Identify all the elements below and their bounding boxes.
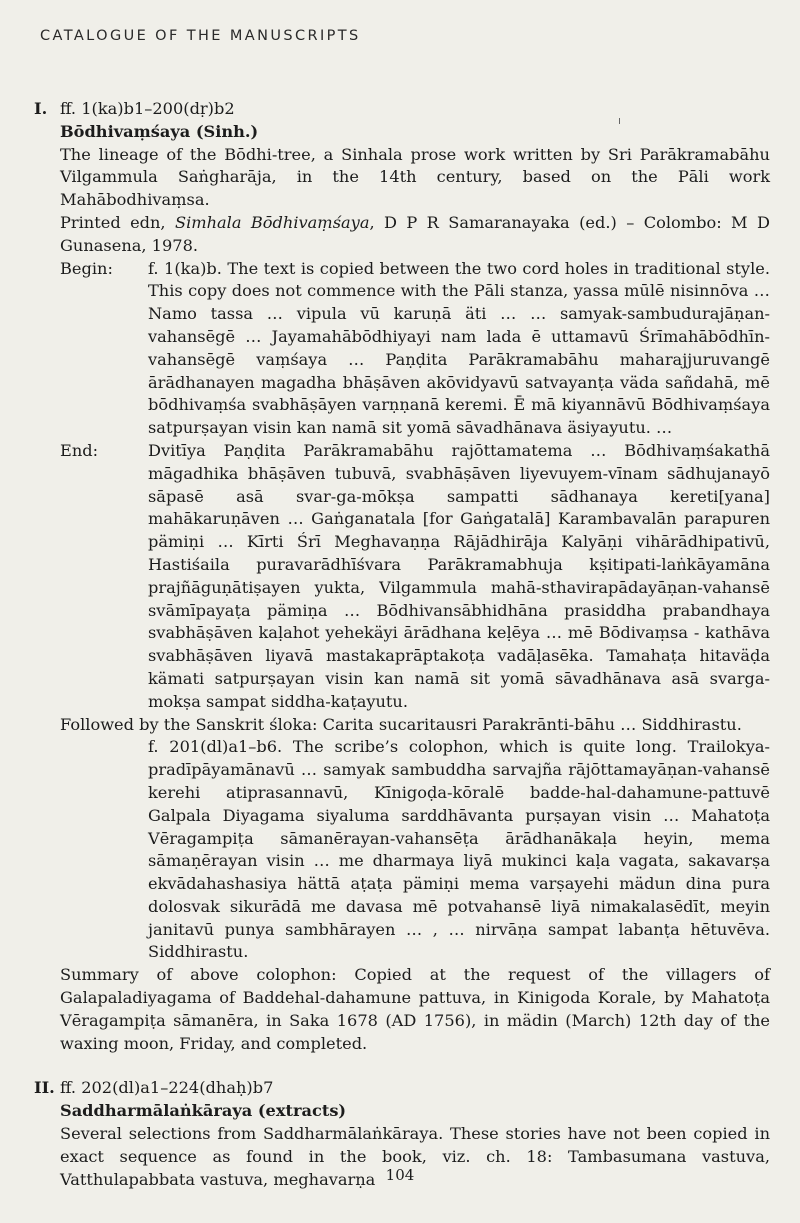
begin-text: f. 1(ka)b. The text is copied between the two cord holes in traditional style. This copy does not commence with the Pāli stanza, yassa mūlē nisinnōva … Namo tassa … vipula vū karuṇā äti … … samyak-sambudurajāṇan-vahansēgē … Jayamahābōdhiyayi nam lada ē uttamavū Śrīmahābōdhīn-vahansēgē vaṃśaya … Paṇḍita Parākramabāhu maharajjuruvangē ārādhanayen magadha bhāṣāven akōvidyavū satvayanṭa väda sañdahā, mē bōdhivaṃśa svabhāṣāyen varṇṇanā keremi. Ē mā kiyannāvū Bōdhivaṃśaya satpurṣayan visin kan namā sit yomā sāvadhānava äsiyayutu. … [148,258,770,438]
entry-1-description: The lineage of the Bōdhi-tree, a Sinhala prose work written by Sri Parākramabāhu Vilgammula Saṅgharāja, in the 14th century, based on the Pāli work Mahābodhivaṃsa. [60,144,770,210]
entry-1-printed-edition [60,212,770,258]
entry-2-number: II. [34,1078,55,1098]
running-header: CATALOGUE OF THE MANUSCRIPTS [40,28,361,44]
entry-1-end [60,440,770,714]
end-label: End: [60,440,99,460]
printed-prefix: Printed edn, [60,212,175,232]
entry-1-begin [60,258,770,440]
entry-1-folio-line [34,98,770,121]
page-number: 104 [385,1166,415,1184]
entry-1-colophon: f. 201(dl)a1–b6. The scribe’s colophon, which is quite long. Trailokya-pradīpāyamānavū … samyak sambuddha sarvajña rājōttamayāṇan-vahansē kerehi atiprasannavū, Kīnigoḍa-kōralē badde-hal-dahamune-pattuvē Galpala Diyagama siyaluma sarddhāvanta purṣayan visin … Mahatoṭa Vēragampiṭa sāmanērayan-vahansēṭa ārādhanākaḷa heyin, mema sāmaṇērayan visin … me dharmaya liyā mukinci kaḷa vagata, sakavarṣa ekvādahashasiya hättā aṭaṭa pämiṇi mema varṣayehi mädun dina pura dolosvak sikurādā me davasa mē potvahansē liyā nimakalasēdīt, meyin janitavū punya sambhārayen … , … nirvāṇa sampat labanṭa hētuvēva. Siddhirastu. [148,737,770,962]
entry-2-description: Several selections from Saddharmālaṅkāraya. These stories have not been copied in exact sequence as found in the book, viz. ch. 18: Tambasumana vastuva, Vatthulapabbata vastuva, meghavarṇa [60,1124,770,1189]
printed-suffix: , D P R Samaranayaka (ed.) – Colombo: M D Gunasena, 1978. [60,212,770,255]
entry-1-body [34,121,770,1056]
end-text: Dvitīya Paṇḍita Parākramabāhu rajōttamatema … Bōdhivaṃśakathā māgadhika bhāṣāven tubuvā, svabhāṣāven liyevuyem-vīnam sādhujanayō sāpasē asā svar-ga-mōkṣa sampatti sādhanaya kereti[yana] mahākaruṇāven … Gaṅganatala [for Gaṅgatalā] Karambavalān parapuren pämiṇi … Kīrti Śrī Meghavaṇṇa Rājādhirāja Kalyāṇi vihārādhipativū, Hastiśaila puravarādhīśvara Parākramabhuja kṣitipati-laṅkāyamāna prajñāguṇātiṣayen yukta, Vilgammula mahā-sthavirapādayāṇan-vahansē svāmīpayaṭa pämiṇa … Bōdhivansābhidhāna prasiddha prabandhaya svabhāṣāven kaḷahot yehekäyi ārādhana keḷēya … mē Bōdivaṃsa - kathāva svabhāṣāven liyavā mastakaprāptakoṭa vadāḷasēka. Tamahaṭa hitaväḍa kämati satpurṣayan visin kan namā sit yomā sāvadhānava asā svarga-mokṣa sampat siddha-kaṭayutu. [148,440,770,711]
entry-1-folio: ff. 1(ka)b1–200(dṛ)b2 [60,99,235,118]
printed-title: Simhala Bōdhivaṃśaya [174,212,370,232]
catalogue-page [34,98,770,1191]
entry-2-folio: ff. 202(dl)a1–224(dhaḥ)b7 [60,1078,274,1098]
begin-label: Begin: [60,258,113,278]
entry-1-followed-by: Followed by the Sanskrit śloka: Carita sucaritausri Parakrānti-bāhu … Siddhirastu. [60,714,742,734]
entry-1-summary: Summary of above colophon: Copied at the request of the villagers of Galapaladiyagama of Baddehal-dahamune pattuva, in Kinigoda Korale, by Mahatoṭa Vēragampiṭa sāmanēra, in Saka 1678 (AD 1756), in mädin (March) 12th day of the waxing moon, Friday, and completed. [60,965,770,1053]
entry-2-folio-line [34,1077,770,1100]
entry-1-title: Bōdhivaṃśaya (Sinh.) [60,121,259,141]
entry-1-number: I. [34,99,48,118]
entry-2-title: Saddharmālaṅkāraya (extracts) [60,1101,347,1121]
